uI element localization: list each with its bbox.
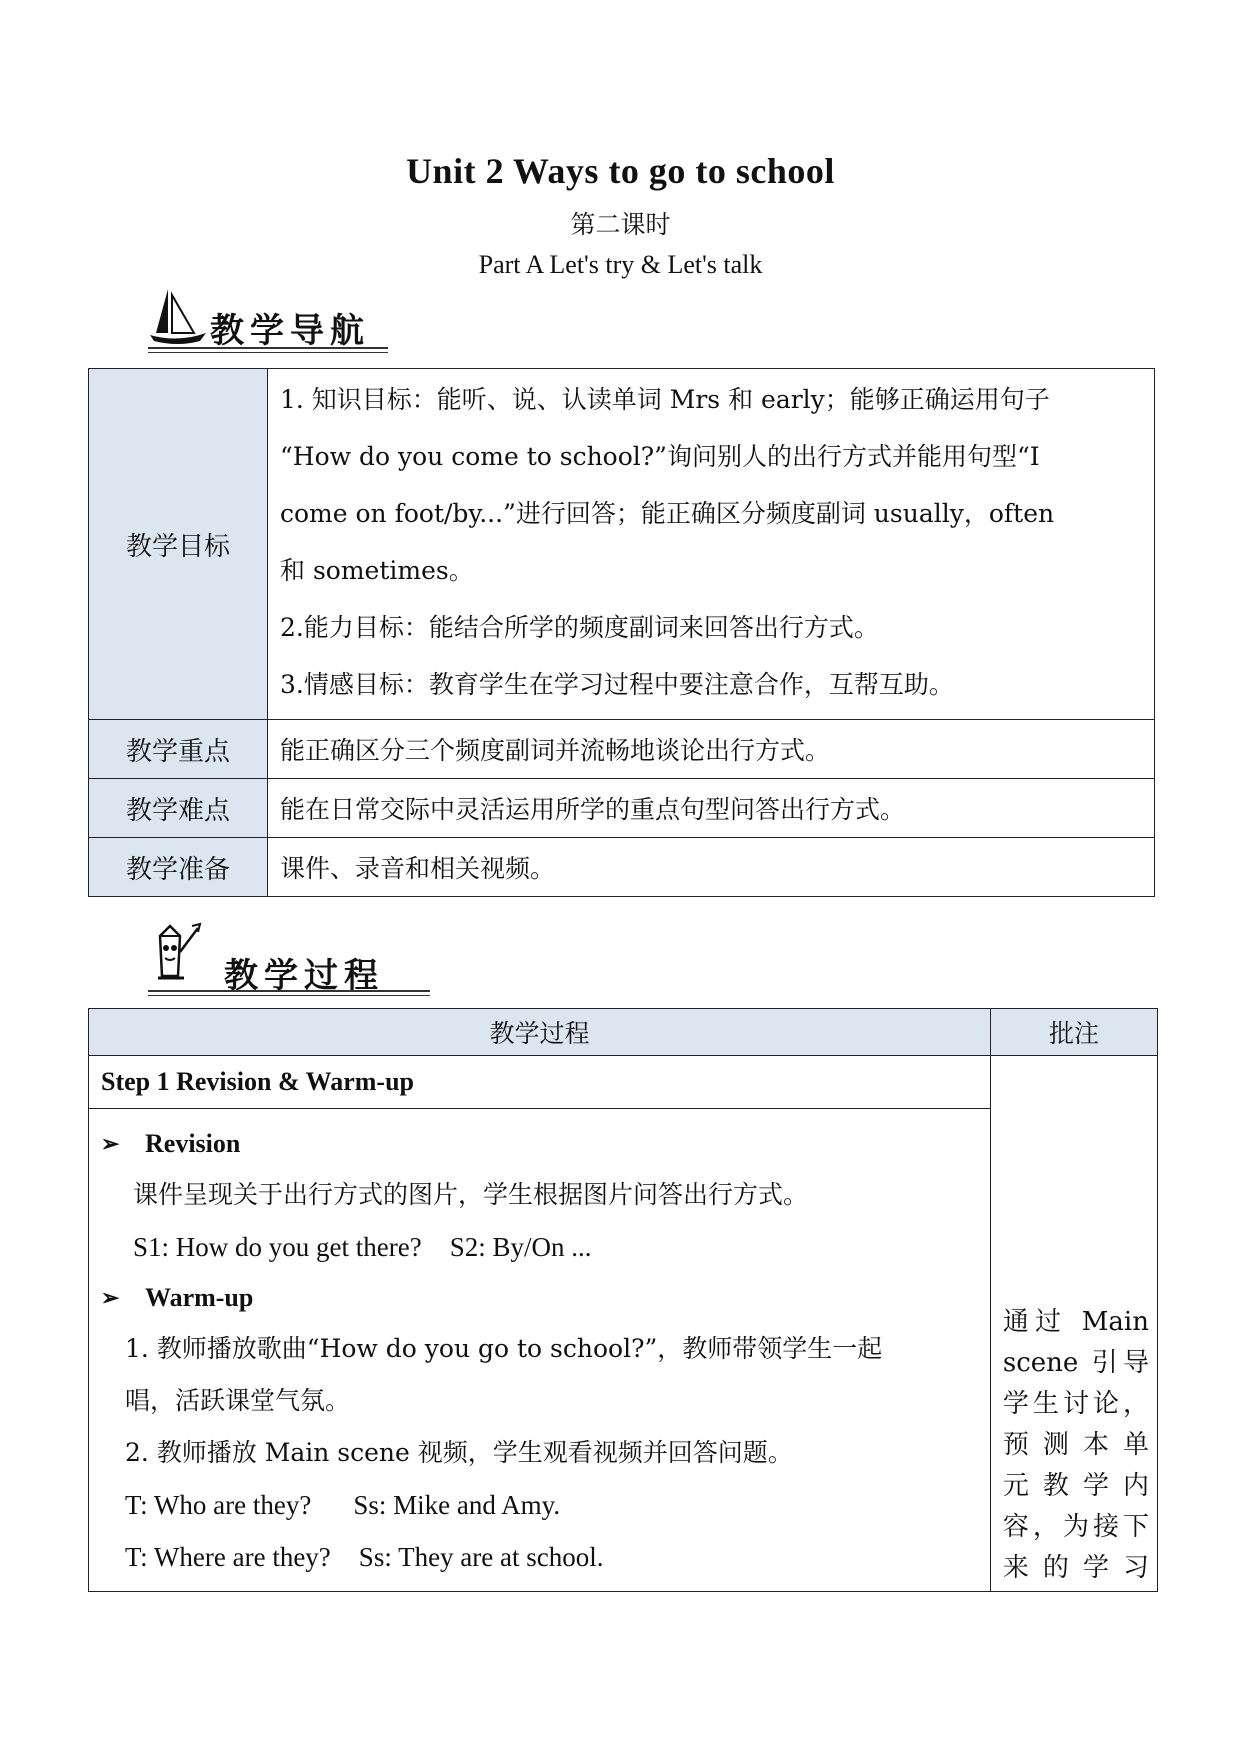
warmup-line: 1. 教师播放歌曲“How do you go to school?”，教师带领学生一起 <box>125 1334 883 1363</box>
process-content <box>89 1056 991 1592</box>
dialogue-answer: Ss: They are at school. <box>358 1542 604 1572</box>
teaching-nav-heading <box>148 285 398 355</box>
revision-question: S1: How do you get there? <box>133 1232 422 1262</box>
note-line: 预测本单 <box>1002 1430 1149 1460</box>
step-title: Step 1 Revision & Warm-up <box>89 1056 990 1109</box>
note-line: 元教学内 <box>1002 1471 1149 1501</box>
warmup-label: Warm-up <box>145 1283 254 1312</box>
note-text <box>1003 1302 1149 1589</box>
notes-content <box>990 1056 1157 1592</box>
arrow-bullet-icon: ➢ <box>101 1131 120 1156</box>
process-table <box>88 1008 1158 1592</box>
objectives-table <box>88 368 1155 897</box>
preparation-value: 课件、录音和相关视频。 <box>268 838 1155 897</box>
dialogue-answer: Ss: Mike and Amy. <box>353 1490 561 1520</box>
warmup-dialogue <box>101 1531 978 1583</box>
warmup-bullet <box>101 1273 978 1323</box>
key-points-value: 能正确区分三个频度副词并流畅地谈论出行方式。 <box>268 720 1155 779</box>
note-line: scene 引导 <box>1002 1348 1149 1378</box>
teaching-nav-title: 教学导航 <box>210 311 370 351</box>
warmup-dialogue <box>101 1479 978 1531</box>
arrow-bullet-icon: ➢ <box>101 1285 120 1310</box>
revision-label: Revision <box>145 1129 241 1158</box>
heading-underline-thin <box>148 995 430 996</box>
lesson-number: 第二课时 <box>570 210 671 239</box>
objective-line: 3.情感目标：教育学生在学习过程中要注意合作，互帮互助。 <box>280 670 954 699</box>
objective-line: “How do you come to school?”询问别人的出行方式并能用句型“I <box>280 442 1040 471</box>
revision-answer: S2: By/On ... <box>449 1232 592 1262</box>
heading-underline-thin <box>148 352 388 353</box>
warmup-line: 2. 教师播放 Main scene 视频，学生观看视频并回答问题。 <box>125 1438 793 1467</box>
objective-line: 2.能力目标：能结合所学的频度副词来回答出行方式。 <box>280 613 879 642</box>
difficulties-value: 能在日常交际中灵活运用所学的重点句型问答出行方式。 <box>268 779 1155 838</box>
revision-dialogue <box>101 1221 978 1273</box>
note-line: 容，为接下 <box>1002 1512 1149 1542</box>
note-line: 学生讨论， <box>1002 1389 1149 1419</box>
teaching-process-title: 教学过程 <box>224 956 384 996</box>
objective-line: 1. 知识目标：能听、说、认读单词 Mrs 和 early；能够正确运用句子 <box>280 385 1050 414</box>
objective-line: 和 sometimes。 <box>280 556 474 585</box>
dialogue-question: T: Where are they? <box>125 1542 331 1572</box>
revision-bullet <box>101 1119 978 1169</box>
notes-column-header: 批注 <box>990 1009 1157 1056</box>
dialogue-question: T: Who are they? <box>125 1490 312 1520</box>
heading-underline <box>148 347 388 349</box>
objectives-content <box>268 369 1155 720</box>
note-line: 来的学习 <box>1002 1553 1149 1583</box>
teaching-process-heading <box>148 922 438 996</box>
key-points-label: 教学重点 <box>89 720 268 779</box>
difficulties-label: 教学难点 <box>89 779 268 838</box>
objectives-label: 教学目标 <box>89 369 268 720</box>
pencil-mascot-icon <box>148 922 220 990</box>
objective-line: come on foot/by...”进行回答；能正确区分频度副词 usually，often <box>280 499 1055 528</box>
document-title: Unit 2 Ways to go to school <box>406 151 835 191</box>
heading-underline <box>148 990 430 992</box>
process-column-header: 教学过程 <box>89 1009 991 1056</box>
preparation-label: 教学准备 <box>89 838 268 897</box>
step-body <box>89 1109 990 1591</box>
note-line: 通过 Main <box>1002 1307 1149 1337</box>
warmup-line: 唱，活跃课堂气氛。 <box>125 1386 351 1415</box>
sailboat-icon <box>148 285 208 347</box>
lesson-part: Part A Let's try & Let's talk <box>478 250 763 279</box>
revision-description: 课件呈现关于出行方式的图片，学生根据图片问答出行方式。 <box>133 1180 809 1209</box>
